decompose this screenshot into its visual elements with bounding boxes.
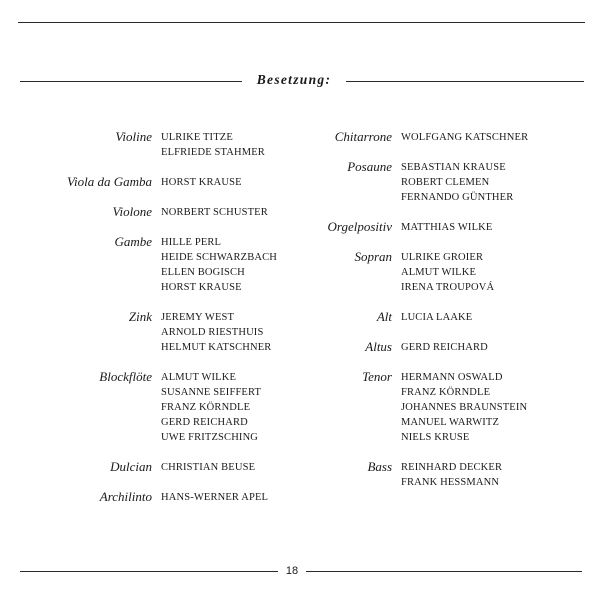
performer-name: REINHARD DECKER: [401, 462, 503, 473]
instrument-label: Posaune: [347, 159, 392, 174]
instrument-label: Zink: [128, 309, 152, 324]
performer-name: SUSANNE SEIFFERT: [161, 387, 262, 398]
heading-rule-left: [20, 81, 242, 82]
performer-name: ARNOLD RIESTHUIS: [161, 327, 264, 338]
footer-rule-left: [20, 571, 278, 572]
performer-name: ELFRIEDE STAHMER: [161, 147, 265, 158]
instrument-label: Sopran: [354, 249, 392, 264]
performer-list: [401, 310, 472, 325]
performer-name: ALMUT WILKE: [401, 267, 477, 278]
instrument-label: Tenor: [362, 369, 392, 384]
performer-name: FERNANDO GÜNTHER: [401, 192, 514, 203]
top-rule: [18, 22, 585, 23]
performer-name: MATTHIAS WILKE: [401, 222, 493, 233]
performer-name: JEREMY WEST: [161, 312, 235, 323]
performer-name: HEIDE SCHWARZBACH: [161, 252, 278, 263]
performer-name: FRANZ KÖRNDLE: [401, 387, 491, 398]
performer-name: FRANZ KÖRNDLE: [161, 402, 251, 413]
performer-name: HORST KRAUSE: [161, 282, 242, 293]
performer-name: GERD REICHARD: [161, 417, 248, 428]
performer-name: ALMUT WILKE: [161, 372, 237, 383]
instrument-label: Gambe: [114, 234, 152, 249]
performer-name: NORBERT SCHUSTER: [161, 207, 268, 218]
performer-list: [401, 160, 513, 205]
instrument-label: Chitarrone: [334, 129, 392, 144]
performer-list: [401, 130, 528, 145]
heading-rule-right: [346, 81, 584, 82]
performer-name: MANUEL WARWITZ: [401, 417, 500, 428]
performer-name: ELLEN BOGISCH: [161, 267, 245, 278]
performer-name: WOLFGANG KATSCHNER: [401, 132, 529, 143]
performer-name: IRENA TROUPOVÁ: [401, 282, 495, 293]
instrument-label: Violone: [112, 204, 152, 219]
performer-list: [161, 205, 268, 220]
instrument-label: Orgelpositiv: [327, 219, 392, 234]
performer-list: [401, 250, 494, 295]
section-heading: Besetzung:: [256, 72, 332, 87]
instrument-label: Altus: [365, 339, 392, 354]
instrument-label: Archilinto: [99, 489, 152, 504]
performer-name: LUCIA LAAKE: [401, 312, 473, 323]
performer-list: [401, 220, 492, 235]
performer-list: [161, 490, 268, 505]
performer-name: JOHANNES BRAUNSTEIN: [401, 402, 528, 413]
instrument-label: Violine: [115, 129, 152, 144]
performer-list: [401, 460, 502, 490]
performer-list: [161, 235, 277, 295]
performer-name: HANS-WERNER APEL: [161, 492, 269, 503]
performer-name: ULRIKE TITZE: [161, 132, 233, 143]
performer-list: [401, 370, 527, 445]
performer-name: GERD REICHARD: [401, 342, 488, 353]
instrument-label: Alt: [376, 309, 392, 324]
performer-name: SEBASTIAN KRAUSE: [401, 162, 506, 173]
performer-name: HORST KRAUSE: [161, 177, 242, 188]
performer-list: [161, 175, 242, 190]
instrument-label: Bass: [367, 459, 392, 474]
performer-name: ULRIKE GROIER: [401, 252, 484, 263]
performer-name: HILLE PERL: [161, 237, 222, 248]
performer-name: HELMUT KATSCHNER: [161, 342, 272, 353]
page-number: 18: [285, 565, 299, 577]
instrument-label: Dulcian: [110, 459, 152, 474]
performer-name: ROBERT CLEMEN: [401, 177, 490, 188]
instrument-label: Viola da Gamba: [67, 174, 152, 189]
performer-name: NIELS KRUSE: [401, 432, 470, 443]
footer-rule-right: [306, 571, 582, 572]
performer-name: HERMANN OSWALD: [401, 372, 503, 383]
performer-list: [401, 340, 488, 355]
performer-name: FRANK HESSMANN: [401, 477, 500, 488]
instrument-label: Blockflöte: [99, 369, 152, 384]
performer-name: CHRISTIAN BEUSE: [161, 462, 256, 473]
performer-name: UWE FRITZSCHING: [161, 432, 259, 443]
